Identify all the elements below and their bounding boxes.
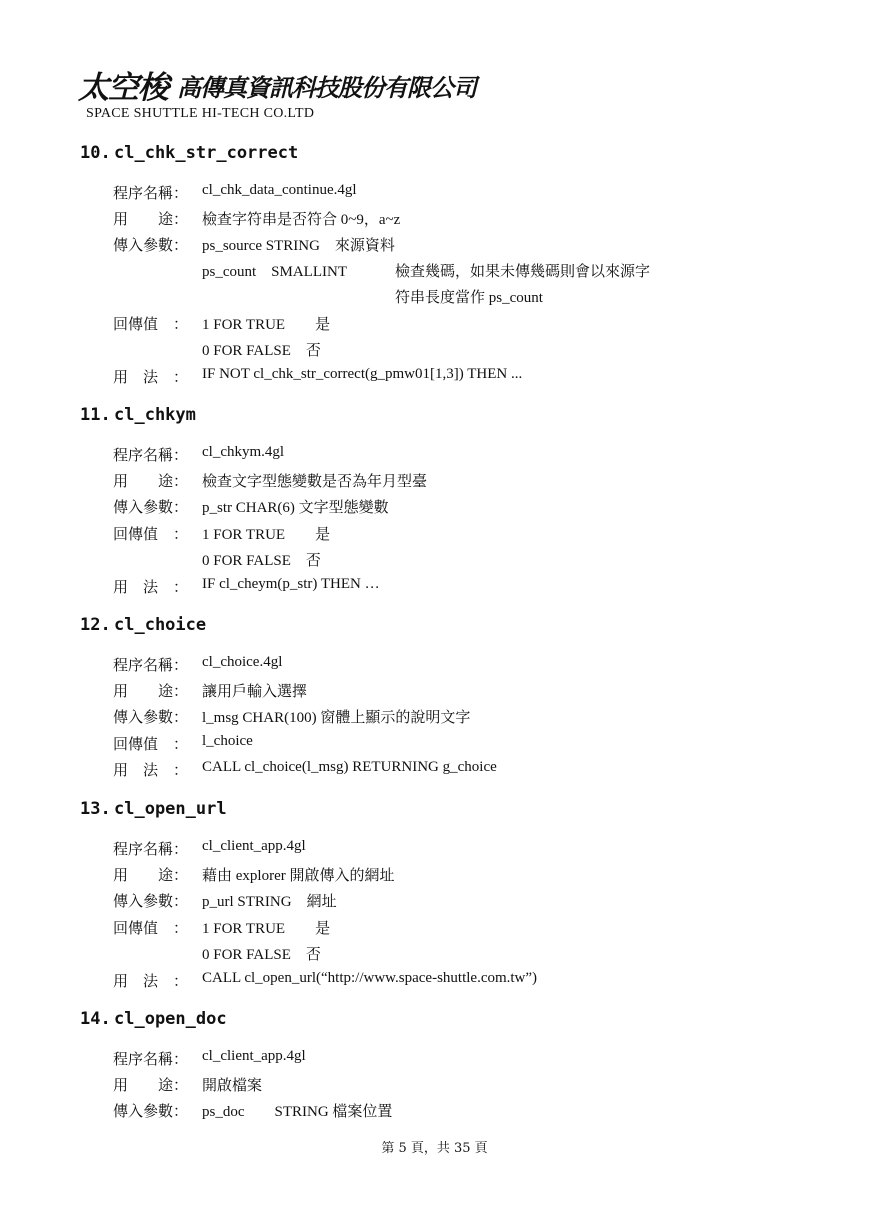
param-description: 檢查幾碼，如果未傳幾碼則會以來源字 — [395, 264, 651, 280]
company-name: 高傳真資訊科技股份有限公司 — [177, 73, 476, 102]
return-value: 1 FOR TRUE 是 — [202, 527, 331, 543]
usage-value: IF NOT cl_chk_str_correct(g_pmw01[1,3]) THEN ... — [202, 366, 523, 382]
purpose-value: 檢查字符串是否符合 0~9，a~z — [202, 212, 401, 228]
section-title: cl_chk_str_correct — [114, 143, 299, 163]
param-value: l_msg CHAR(100) 窗體上顯示的說明文字 — [202, 710, 471, 726]
usage-label: 用 法 ： — [113, 368, 189, 386]
purpose-label: 用 途： — [113, 1076, 189, 1094]
section-number: 11. — [80, 405, 111, 425]
program-label: 程序名稱： — [113, 446, 189, 464]
purpose-label: 用 途： — [113, 472, 189, 490]
purpose-label: 用 途： — [113, 866, 189, 884]
params-label: 傳入參數： — [113, 1102, 189, 1120]
usage-value: CALL cl_open_url(“http://www.space-shuttle.com.tw”) — [202, 970, 538, 986]
usage-label: 用 法 ： — [113, 578, 189, 596]
purpose-label: 用 途： — [113, 682, 189, 700]
program-value: cl_client_app.4gl — [202, 838, 306, 854]
purpose-value: 開啟檔案 — [202, 1078, 263, 1094]
section-title: cl_open_url — [114, 799, 227, 819]
purpose-value: 藉由 explorer 開啟傳入的網址 — [202, 868, 395, 884]
params-label: 傳入參數： — [113, 708, 189, 726]
program-value: cl_chk_data_continue.4gl — [202, 182, 357, 198]
return-value: 0 FOR FALSE 否 — [202, 553, 321, 569]
program-label: 程序名稱： — [113, 1050, 189, 1068]
purpose-label: 用 途： — [113, 210, 189, 228]
param-value: ps_doc STRING 檔案位置 — [202, 1104, 393, 1120]
purpose-value: 讓用戶輸入選擇 — [202, 684, 308, 700]
section-number: 10. — [80, 143, 111, 163]
usage-label: 用 法 ： — [113, 972, 189, 990]
param-description: 符串長度當作 ps_count — [395, 290, 543, 306]
company-logo-brand: 太空梭 — [78, 70, 168, 106]
return-value: l_choice — [202, 733, 253, 749]
param-value: p_url STRING 網址 — [202, 894, 337, 910]
section-heading — [80, 1009, 227, 1029]
section-heading — [80, 143, 298, 163]
section-title: cl_open_doc — [114, 1009, 227, 1029]
program-value: cl_client_app.4gl — [202, 1048, 306, 1064]
params-label: 傳入參數： — [113, 892, 189, 910]
return-label: 回傳值 ： — [113, 735, 189, 753]
param-value: p_str CHAR(6) 文字型態變數 — [202, 500, 389, 516]
return-label: 回傳值 ： — [113, 919, 189, 937]
section-title: cl_chkym — [114, 405, 196, 425]
program-value: cl_chkym.4gl — [202, 444, 285, 460]
param-value: ps_count SMALLINT — [202, 264, 347, 280]
param-value: ps_source STRING 來源資料 — [202, 238, 395, 254]
return-value: 0 FOR FALSE 否 — [202, 343, 321, 359]
section-number: 13. — [80, 799, 111, 819]
params-label: 傳入參數： — [113, 236, 189, 254]
usage-value: IF cl_cheym(p_str) THEN … — [202, 576, 380, 592]
section-number: 14. — [80, 1009, 111, 1029]
return-value: 1 FOR TRUE 是 — [202, 317, 331, 333]
program-label: 程序名稱： — [113, 184, 189, 202]
company-english-name: SPACE SHUTTLE HI-TECH CO.LTD — [86, 106, 315, 121]
section-number: 12. — [80, 615, 111, 635]
return-label: 回傳值 ： — [113, 315, 189, 333]
usage-label: 用 法 ： — [113, 761, 189, 779]
program-label: 程序名稱： — [113, 656, 189, 674]
page-number: 第 5 頁，共 35 頁 — [381, 1141, 488, 1156]
return-label: 回傳值 ： — [113, 525, 189, 543]
purpose-value: 檢查文字型態變數是否為年月型臺 — [202, 474, 428, 490]
return-value: 0 FOR FALSE 否 — [202, 947, 321, 963]
params-label: 傳入參數： — [113, 498, 189, 516]
section-heading — [80, 405, 196, 425]
section-title: cl_choice — [114, 615, 207, 635]
program-label: 程序名稱： — [113, 840, 189, 858]
section-heading — [80, 799, 227, 819]
return-value: 1 FOR TRUE 是 — [202, 921, 331, 937]
program-value: cl_choice.4gl — [202, 654, 283, 670]
usage-value: CALL cl_choice(l_msg) RETURNING g_choice — [202, 759, 497, 775]
section-heading — [80, 615, 206, 635]
